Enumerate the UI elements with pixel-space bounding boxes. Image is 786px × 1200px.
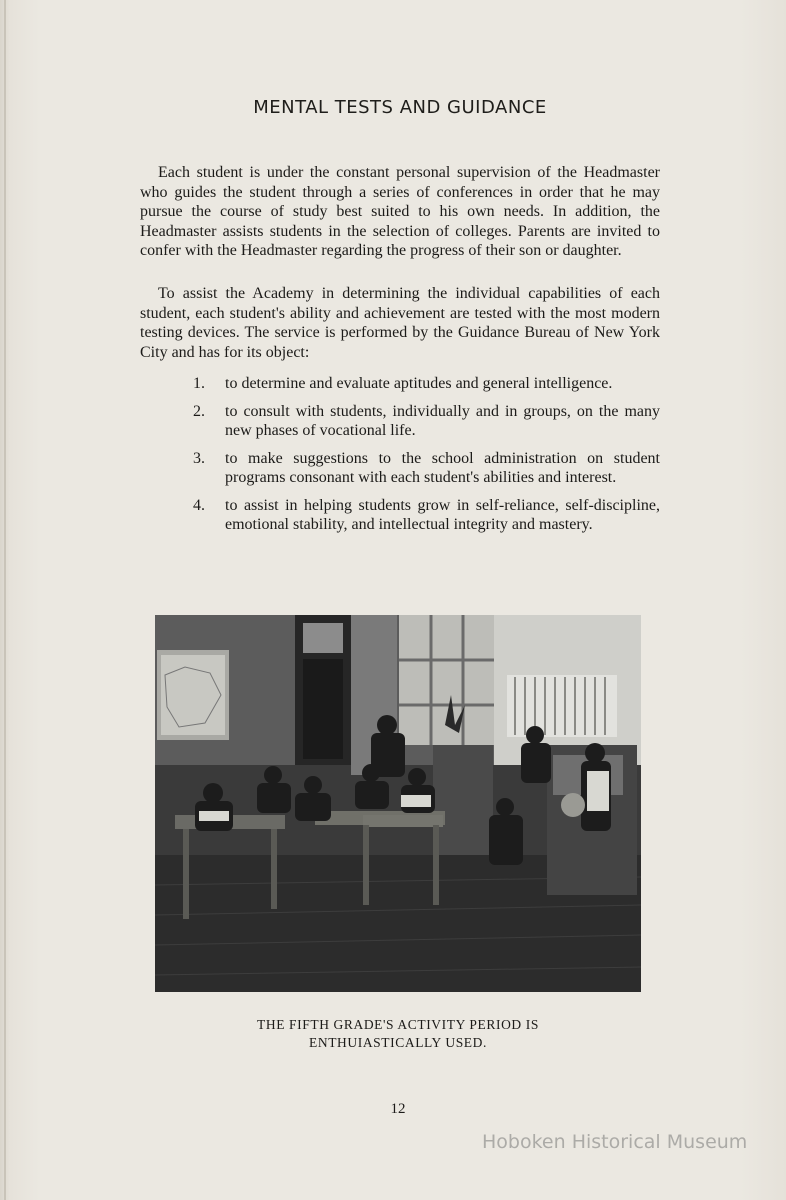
list-item-text: to consult with students, individually and in groups, on the many new phases of vocational life. <box>225 402 660 439</box>
page-title: MENTAL TESTS AND GUIDANCE <box>253 97 547 118</box>
list-item-text: to determine and evaluate aptitudes and general intelligence. <box>225 375 613 392</box>
list-item-number: 2. <box>193 402 205 420</box>
caption-line-1: THE FIFTH GRADE'S ACTIVITY PERIOD IS <box>257 1017 539 1032</box>
list-item <box>193 449 660 488</box>
objectives-list <box>193 374 660 543</box>
list-item-number: 1. <box>193 375 205 392</box>
list-item <box>193 496 660 535</box>
caption-line-2: ENTHUIASTICALLY USED. <box>309 1035 487 1050</box>
list-item-text: to assist in helping students grow in self-reliance, self-discipline, emotional stability, and intellectual integrity and mastery. <box>225 496 660 533</box>
paragraph-supervision: Each student is under the constant personal supervision of the Headmaster who guides the student through a series of conferences in order that he may pursue the course of study best suited to his own needs. In addition, the Headmaster assists students in the selection of colleges. Parents are invited to confer with the Headmaster regarding the progress of their son or daughter. <box>140 164 660 259</box>
classroom-photo <box>155 615 641 992</box>
museum-watermark: Hoboken Historical Museum <box>482 1131 748 1153</box>
list-item-number: 4. <box>193 496 205 514</box>
list-item-text: to make suggestions to the school administration on student programs consonant with each student's abilities and interest. <box>225 449 660 486</box>
list-item-number: 3. <box>193 449 205 467</box>
list-item <box>193 374 660 394</box>
paragraph-testing: To assist the Academy in determining the individual capabilities of each student, each student's ability and achievement are tested with the most modern testing devices. The service is performed by the Guidance Bureau of New York City and has for its object: <box>140 285 660 361</box>
list-item <box>193 402 660 441</box>
photo-caption <box>0 1016 786 1052</box>
page-number: 12 <box>390 1101 406 1117</box>
